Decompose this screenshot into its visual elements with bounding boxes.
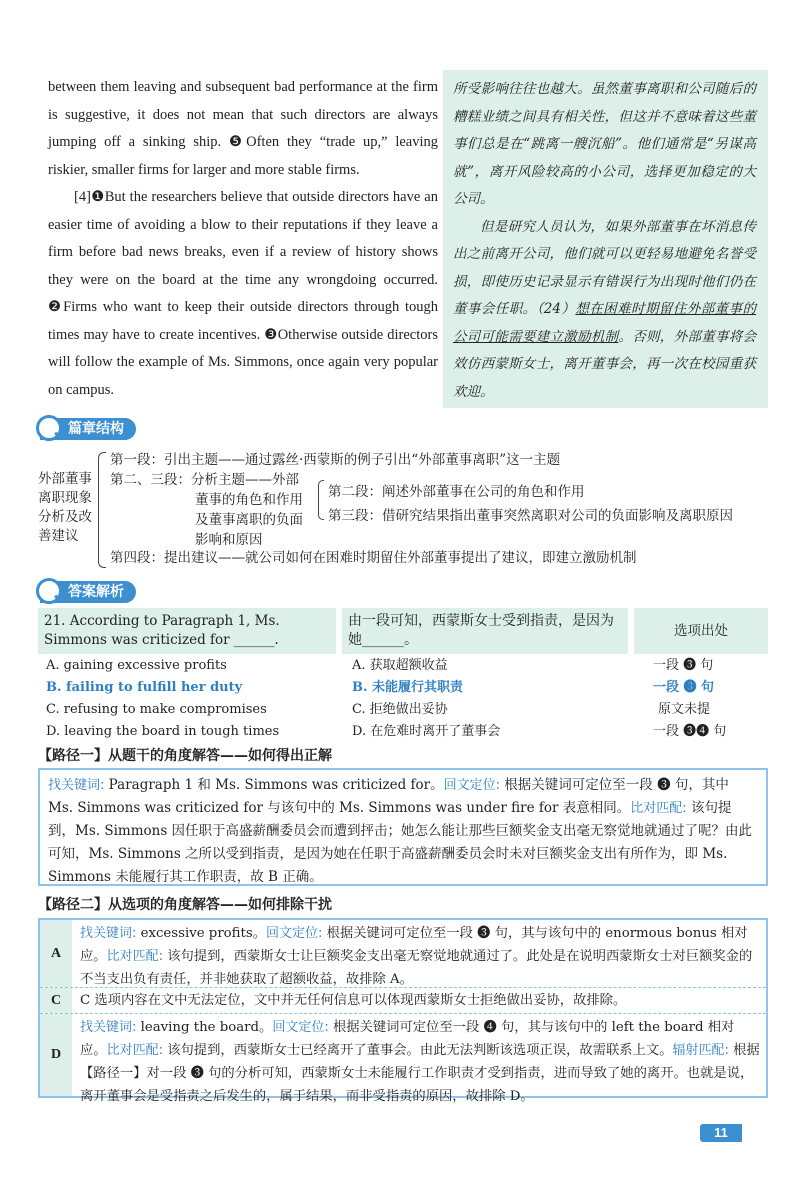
brace (98, 452, 106, 568)
analysis-text: 该句提到，Ms. Simmons 因任职于高盛薪酬委员会而遭到抨击；她怎么能让那些巨额奖金支出毫无察觉地就通过了呢？由此可知，Ms. Simmons 之所以受到指责，是因为她在任职于高盛薪酬委员会时未对巨额奖金支出有所作为，即 Ms. Simmons 未能履行其工作职责，故 B 正确。 (48, 800, 753, 885)
option-zh: A. 获取超额收益 (352, 658, 448, 673)
outline-item: 第二段：阐述外部董事在公司的角色和作用 (328, 484, 585, 500)
magnifier-icon (36, 415, 62, 441)
outline-item: 第二、三段：分析主题——外部 (110, 472, 299, 488)
option-en: A. gaining excessive profits (46, 658, 227, 673)
keyword-label: 找关键词: (48, 778, 105, 793)
english-passage (48, 74, 438, 404)
keyword-label: 找关键词: (80, 926, 137, 941)
path1-box (38, 768, 768, 886)
path2-box (38, 918, 768, 1104)
option-en-correct: B. failing to fulfill her duty (46, 680, 243, 695)
zh-paragraph (453, 214, 756, 407)
option-source: 一段 ❸❹ 句 (653, 724, 727, 739)
source-header: 选项出处 (634, 608, 768, 654)
structure-heading (40, 417, 136, 441)
option-label: C (40, 988, 72, 1013)
analysis-text: 该句提到，西蒙斯女士让巨额奖金支出毫无察觉地就通过了。此处是在说明西蒙斯女士对巨额奖金的不当支出负有责任，并非她获取了超额收益，故排除 A。 (80, 949, 753, 987)
underlined-translation: 想在困难时期留住外部董事的公司可能需要建立激励机制 (453, 301, 756, 345)
option-source-correct: 一段 ❸ 句 (653, 680, 715, 695)
question-en: 21. According to Paragraph 1, Ms. Simmons was criticized for ______. (38, 608, 336, 654)
outline-root: 外部董事离职现象分析及改善建议 (38, 471, 92, 544)
option-zh-correct: B. 未能履行其职责 (352, 680, 464, 695)
option-analysis (80, 922, 760, 991)
option-source: 原文未提 (658, 702, 711, 717)
option-label: A (40, 920, 72, 987)
analysis-text: 根据关键词可定位至一段 ❹ 句，其与该句中的 left the board 相对应。 (80, 1020, 735, 1058)
chinese-translation (443, 70, 768, 408)
option-zh: C. 拒绝做出妥协 (352, 702, 448, 717)
analysis-text: excessive profits。 (136, 926, 267, 941)
section-title: 篇章结构 (68, 421, 124, 437)
path1-title: 【路径一】从题干的角度解答——如何得出正解 (38, 748, 332, 764)
outline-subtopic-line: 及董事离职的负面 (195, 512, 303, 528)
en-paragraph: [4]❶But the researchers believe that outside directors have an easier time of avoiding a blow to their reputations if they leave a firm before bad news breaks, even if a review of history shows they were on the board at the time any wrongdoing occurred. ❷Firms who want to keep their outside directors through tough times may have to create incentives. ❸Otherwise outside directors will follow the example of Ms. Simmons, once again very popular on campus. (48, 189, 438, 398)
passage-section (38, 70, 768, 408)
option-en: D. leaving the board in tough times (46, 724, 280, 739)
option-analysis (80, 1016, 760, 1108)
outline-item: 第一段：引出主题——通过露丝·西蒙斯的例子引出“外部董事离职”这一主题 (110, 452, 561, 468)
keyword-label: 辐射匹配: (672, 1043, 729, 1058)
analysis-text: 该句提到，西蒙斯女士已经离开了董事会。由此无法判断该选项正误，故需联系上文。 (162, 1043, 673, 1058)
outline-subtopic-line: 董事的角色和作用 (195, 492, 303, 508)
keyword-label: 找关键词: (80, 1020, 137, 1035)
answer-heading (40, 580, 136, 604)
option-en: C. refusing to make compromises (46, 702, 267, 717)
keyword-label: 比对匹配: (106, 949, 163, 964)
option-source: 一段 ❸ 句 (653, 658, 714, 673)
option-analysis-row (40, 1014, 766, 1104)
option-analysis-row (40, 920, 766, 988)
zh-text: 但是研究人员认为，如果外部董事在坏消息传出之前离开公司，他们就可以更轻易地避免名誉受损，即使历史记录显示有错误行为出现时他们仍在董事会任职。（24） (453, 218, 756, 317)
keyword-label: 比对匹配: (630, 801, 687, 816)
zh-text: 。否则，外部董事将会效仿西蒙斯女士，离开董事会，再一次在校园重获欢迎。 (453, 328, 757, 400)
analysis-text: 根据【路径一】对一段 ❸ 句的分析可知，西蒙斯女士未能履行工作职责才受到指责，进而导致了她的离开。也就是说，离开董事会是受指责之后发生的，属于结果，而非受指责的原因，故排除 D。 (80, 1043, 760, 1104)
analysis-text: 根据关键词可定位至一段 ❸ 句，其中 Ms. Simmons was criticized for 与该句中的 Ms. Simmons was under fire for 表意相同。 (48, 777, 729, 816)
section-title: 答案解析 (68, 584, 124, 600)
en-paragraph: between them leaving and subsequent bad performance at the firm is suggestive, it does not mean that such directors are always jumping off a sinking ship. ❺Often they “trade up,” leaving riskier, smaller firms for larger and more stable firms. (48, 79, 438, 178)
outline-item: 第三段：借研究结果指出董事突然离职对公司的负面影响及离职原因 (328, 508, 733, 524)
page-number: 11 (700, 1124, 742, 1142)
keyword-label: 回文定位: (272, 1020, 329, 1035)
option-analysis: C 选项内容在文中无法定位，文中并无任何信息可以体现西蒙斯女士拒绝做出妥协，故排除。 (80, 993, 627, 1008)
outline-item: 第四段：提出建议——就公司如何在困难时期留住外部董事提出了建议，即建立激励机制 (110, 550, 637, 566)
keyword-label: 比对匹配: (106, 1043, 163, 1058)
brace (318, 480, 324, 520)
question-zh: 由一段可知，西蒙斯女士受到指责，是因为她______。 (342, 608, 628, 654)
keyword-label: 回文定位: (443, 778, 500, 793)
outline-subtopic-line: 影响和原因 (195, 532, 263, 548)
outline-subtopic (195, 470, 303, 550)
option-zh: D. 在危难时离开了董事会 (352, 724, 501, 739)
keyword-label: 回文定位: (266, 926, 323, 941)
analysis-text: leaving the board。 (136, 1020, 273, 1035)
zh-paragraph: 所受影响往往也越大。虽然董事离职和公司随后的糟糕业绩之间具有相关性，但这并不意味着这些董事们总是在“跳离一艘沉船”。他们通常是“另谋高就”，离开风险较高的小公司，选择更加稳定的大公司。 (453, 81, 756, 207)
option-analysis-row (40, 988, 766, 1014)
path2-title: 【路径二】从选项的角度解答——如何排除干扰 (38, 897, 332, 913)
option-label: D (40, 1014, 72, 1096)
analysis-text: 根据关键词可定位至一段 ❸ 句，其与该句中的 enormous bonus 相对应。 (80, 926, 748, 964)
structure-outline (38, 450, 768, 575)
analysis-text: Paragraph 1 和 Ms. Simmons was criticized for。 (104, 777, 444, 793)
magnifier-icon (36, 578, 62, 604)
